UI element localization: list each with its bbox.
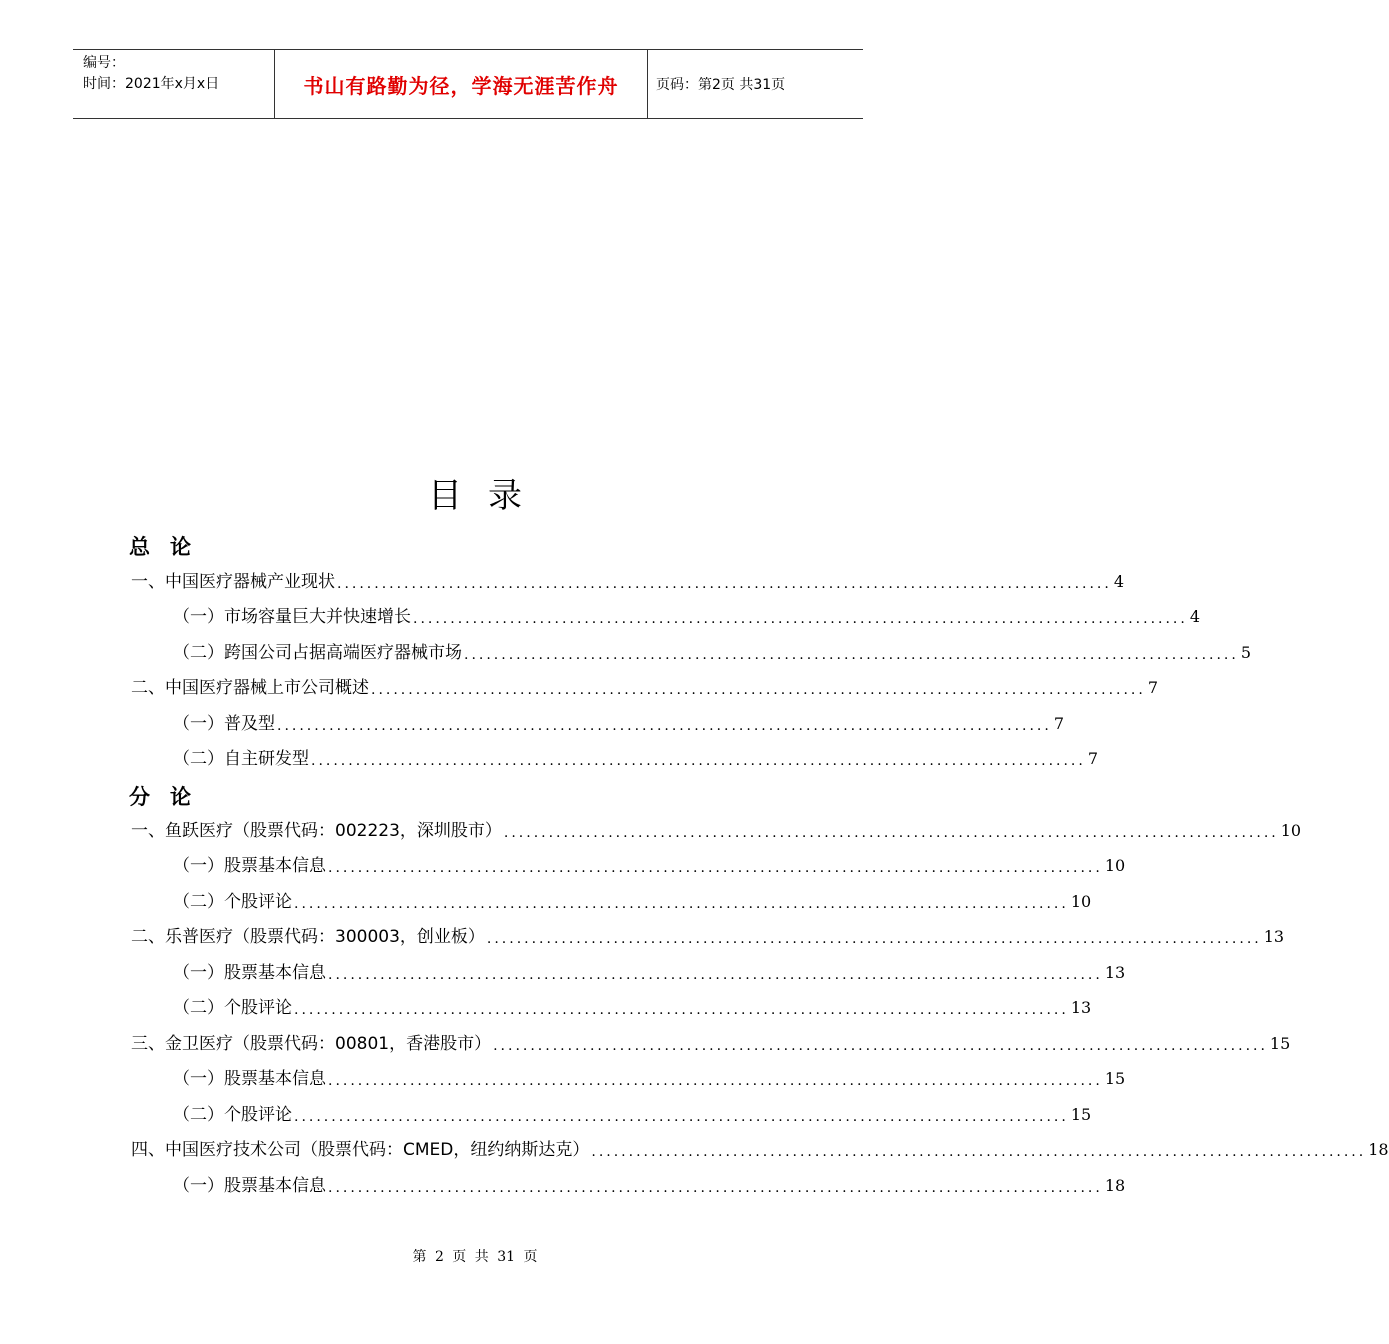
- toc-entry-title: 一、鱼跃医疗（股票代码：002223，深圳股市）: [131, 821, 502, 841]
- leader-dots: ........................................................................................................: [486, 931, 1262, 947]
- leader-dots: ........................................................................................................: [294, 1109, 1069, 1125]
- leader-dots: ........................................................................................................: [294, 896, 1069, 912]
- toc-entry[interactable]: [173, 853, 1126, 879]
- toc-entry-title: （一）股票基本信息: [173, 856, 326, 876]
- leader-dots: ........................................................................................................: [371, 682, 1146, 698]
- toc-entry-page: 4: [1113, 572, 1125, 591]
- toc-entry-page: 10: [1280, 821, 1302, 840]
- toc-entry-page: 13: [1070, 998, 1092, 1017]
- toc-entry-title: 三、金卫医疗（股票代码：00801，香港股市）: [131, 1034, 492, 1054]
- toc-entry-page: 7: [1147, 678, 1159, 697]
- toc-entry[interactable]: [131, 818, 1302, 844]
- toc-entry-title: 四、中国医疗技术公司（股票代码：CMED，纽约纳斯达克）: [131, 1140, 590, 1160]
- page-header: [73, 49, 863, 119]
- toc-entry-page: 7: [1053, 714, 1065, 733]
- toc-entry[interactable]: [131, 1137, 1389, 1163]
- header-info: [73, 50, 275, 118]
- toc-entry-title: （二）跨国公司占据高端医疗器械市场: [173, 643, 462, 663]
- leader-dots: ........................................................................................................: [591, 1144, 1367, 1160]
- leader-dots: ........................................................................................................: [328, 1073, 1103, 1089]
- toc-entry-title: （二）个股评论: [173, 1105, 292, 1125]
- toc-entry[interactable]: [173, 1173, 1126, 1199]
- leader-dots: ........................................................................................................: [337, 576, 1112, 592]
- toc-entry[interactable]: [131, 1031, 1291, 1057]
- toc-entry[interactable]: [173, 1102, 1092, 1128]
- toc-entry[interactable]: [173, 960, 1126, 986]
- page-footer: 第 2 页 共 31 页: [412, 1249, 538, 1265]
- toc-entry-title: 一、中国医疗器械产业现状: [131, 572, 335, 592]
- toc-entry-title: （二）自主研发型: [173, 749, 309, 769]
- toc-entry-page: 10: [1104, 856, 1126, 875]
- toc-entry-page: 15: [1269, 1034, 1291, 1053]
- toc-entry[interactable]: [173, 889, 1092, 915]
- toc-entry-title: 二、乐普医疗（股票代码：300003，创业板）: [131, 927, 485, 947]
- toc-entry-title: （一）股票基本信息: [173, 1176, 326, 1196]
- toc-entry-page: 4: [1189, 607, 1201, 626]
- leader-dots: ........................................................................................................: [277, 718, 1052, 734]
- toc-entry-page: 18: [1368, 1140, 1389, 1159]
- toc-entry-title: 二、中国医疗器械上市公司概述: [131, 678, 369, 698]
- toc-entry-page: 15: [1104, 1069, 1126, 1088]
- toc-entry-page: 5: [1240, 643, 1252, 662]
- leader-dots: ........................................................................................................: [464, 647, 1239, 663]
- time-label: 时间：2021年x月x日: [83, 76, 220, 92]
- section-heading: 分论: [129, 785, 211, 809]
- toc-entry[interactable]: [173, 995, 1092, 1021]
- toc-entry-page: 13: [1104, 963, 1126, 982]
- toc-entry-page: 13: [1263, 927, 1285, 946]
- toc-entry-title: （一）股票基本信息: [173, 963, 326, 983]
- section-heading: 总论: [129, 535, 211, 559]
- leader-dots: ........................................................................................................: [328, 967, 1103, 983]
- toc-entry[interactable]: [173, 604, 1201, 630]
- toc-entry-title: （一）市场容量巨大并快速增长: [173, 607, 411, 627]
- toc-entry[interactable]: [173, 711, 1065, 737]
- toc-entry-title: （一）普及型: [173, 714, 275, 734]
- toc-entry-title: （二）个股评论: [173, 998, 292, 1018]
- leader-dots: ........................................................................................................: [294, 1002, 1069, 1018]
- number-label: 编号：: [83, 55, 125, 71]
- toc-entry[interactable]: [131, 924, 1285, 950]
- leader-dots: ........................................................................................................: [311, 753, 1086, 769]
- header-page-label: 页码：第2页 共31页: [656, 77, 786, 93]
- toc-entry[interactable]: [173, 746, 1099, 772]
- leader-dots: ........................................................................................................: [328, 860, 1103, 876]
- toc-entry-title: （二）个股评论: [173, 892, 292, 912]
- toc-entry-page: 18: [1104, 1176, 1126, 1195]
- toc-entry[interactable]: [173, 1066, 1126, 1092]
- toc-entry[interactable]: [131, 675, 1159, 701]
- toc-entry[interactable]: [173, 640, 1252, 666]
- leader-dots: ........................................................................................................: [503, 825, 1279, 841]
- toc-entry-page: 10: [1070, 892, 1092, 911]
- toc-entry-title: （一）股票基本信息: [173, 1069, 326, 1089]
- leader-dots: ........................................................................................................: [413, 611, 1188, 627]
- leader-dots: ........................................................................................................: [328, 1180, 1103, 1196]
- toc-entry-page: 15: [1070, 1105, 1092, 1124]
- leader-dots: ........................................................................................................: [493, 1038, 1268, 1054]
- toc-entry[interactable]: [131, 569, 1125, 595]
- toc-entry-page: 7: [1087, 749, 1099, 768]
- motto: 书山有路勤为径，学海无涯苦作舟: [275, 50, 648, 118]
- toc-title: 目录: [428, 476, 548, 516]
